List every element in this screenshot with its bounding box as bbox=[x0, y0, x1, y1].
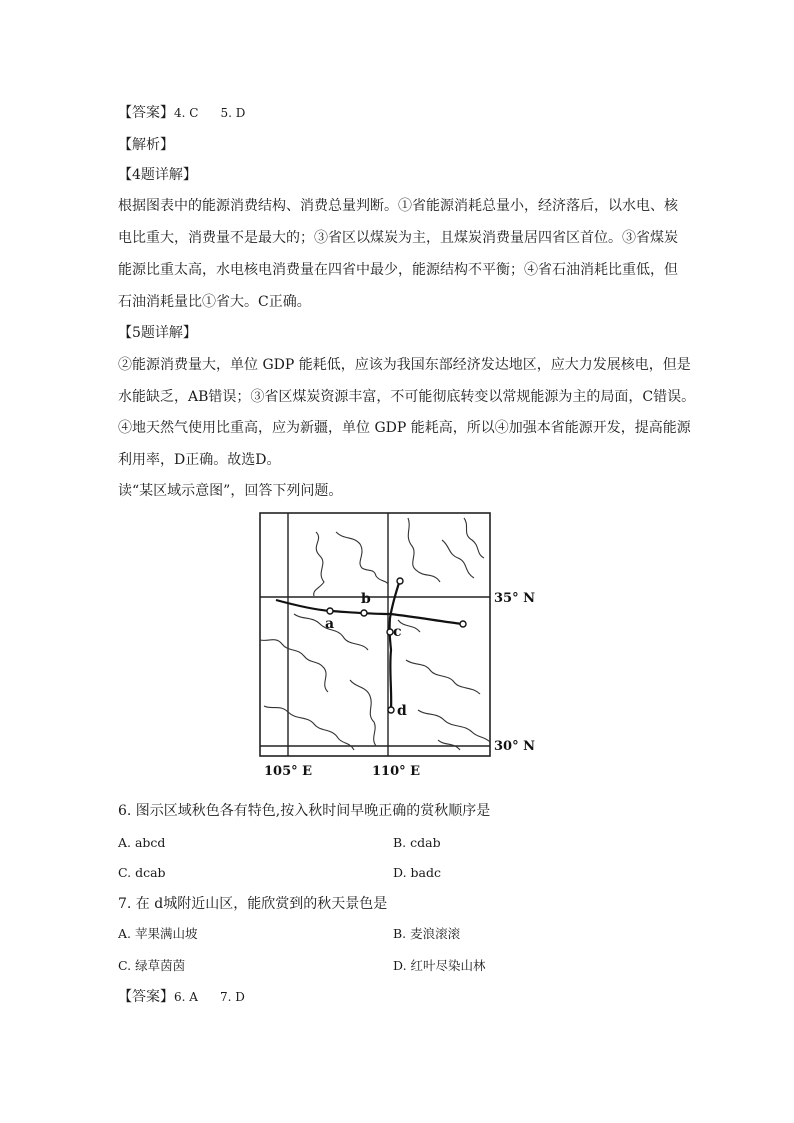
route-north-south bbox=[390, 580, 400, 710]
lat-35-label: 35° N bbox=[494, 591, 535, 606]
q7-option-a: A. 苹果满山坡 bbox=[118, 926, 198, 941]
q6-option-d: D. badc bbox=[393, 865, 441, 880]
q7-stem: 7. 在 d城附近山区，能欣赏到的秋天景色是 bbox=[118, 896, 388, 912]
analysis-label: 【解析】 bbox=[118, 137, 174, 153]
q6-option-c: C. dcab bbox=[118, 865, 166, 880]
label-b: b bbox=[361, 591, 371, 607]
q4-text-line-1: 根据图表中的能源消费结构、消费总量判断。①省能源消耗总量小，经济落后，以水电、核 bbox=[118, 198, 678, 214]
q7-option-c: C. 绿草茵茵 bbox=[118, 958, 186, 973]
q4-detail-label: 【4题详解】 bbox=[118, 167, 197, 183]
answer-4: 4. C bbox=[174, 106, 199, 120]
q7-option-d: D. 红叶尽染山林 bbox=[393, 958, 486, 973]
q4-text-line-2: 电比重大，消费量不是最大的；③省区以煤炭为主，且煤炭消费量居四省区首位。③省煤炭 bbox=[118, 230, 678, 246]
answer-label: 【答案】 bbox=[118, 105, 174, 121]
q4-text-line-3: 能源比重太高，水电核电消费量在四省中最少，能源结构不平衡；④省石油消耗比重低，但 bbox=[118, 262, 678, 278]
lat-30-label: 30° N bbox=[494, 739, 535, 754]
q5-text-line-3: ④地天然气使用比重高，应为新疆，单位 GDP 能耗高，所以④加强本省能源开发，提高能源 bbox=[118, 420, 691, 436]
label-a: a bbox=[325, 616, 335, 632]
cities bbox=[327, 578, 466, 713]
label-d: d bbox=[397, 703, 407, 719]
lon-105-label: 105° E bbox=[264, 764, 313, 779]
q7-option-b: B. 麦浪滚滚 bbox=[393, 926, 461, 941]
q6-option-b: B. cdab bbox=[393, 835, 441, 850]
city-b-marker bbox=[361, 610, 367, 616]
map-frame bbox=[260, 513, 490, 756]
boundaries bbox=[260, 518, 490, 750]
q4-text-line-4: 石油消耗量比①省大。C正确。 bbox=[118, 294, 311, 310]
city-north-marker bbox=[397, 578, 403, 584]
q6-stem: 6. 图示区域秋色各有特色,按入秋时间早晚正确的赏秋顺序是 bbox=[118, 803, 491, 819]
city-a-marker bbox=[327, 608, 333, 614]
answer-line-2 bbox=[118, 988, 245, 1006]
answer-line-1 bbox=[118, 104, 245, 122]
lon-110-label: 110° E bbox=[372, 764, 421, 779]
answer-6: 6. A bbox=[174, 990, 198, 1004]
q5-detail-label: 【5题详解】 bbox=[118, 325, 197, 341]
q5-text-line-2: 水能缺乏，AB错误；③省区煤炭资源丰富，不可能彻底转变以常规能源为主的局面，C错误。 bbox=[118, 389, 696, 405]
city-d-marker bbox=[388, 707, 394, 713]
q5-text-line-1: ②能源消费量大，单位 GDP 能耗低，应该为我国东部经济发达地区，应大力发展核电，但是 bbox=[118, 357, 691, 373]
city-east-marker bbox=[460, 621, 466, 627]
answer-label-2: 【答案】 bbox=[118, 989, 174, 1005]
answer-7: 7. D bbox=[219, 990, 245, 1004]
label-c: c bbox=[393, 624, 402, 640]
answer-5: 5. D bbox=[220, 106, 246, 120]
q6-option-a: A. abcd bbox=[118, 835, 166, 850]
q5-text-line-4: 利用率，D正确。故选D。 bbox=[118, 452, 281, 468]
map-intro: 读“某区域示意图”，回答下列问题。 bbox=[118, 483, 343, 499]
region-map bbox=[258, 510, 540, 782]
